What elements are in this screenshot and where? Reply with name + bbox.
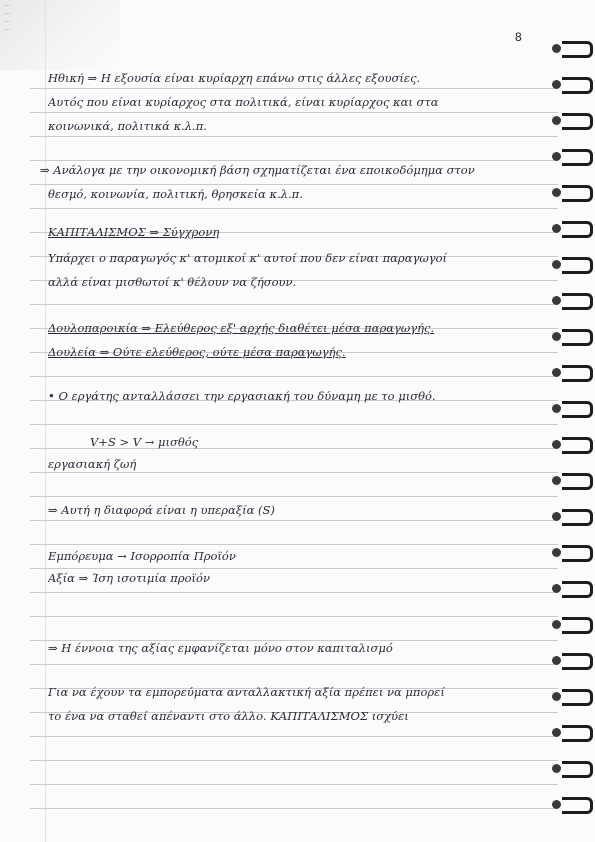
spiral-coil	[562, 653, 593, 670]
spiral-coil	[562, 617, 593, 634]
ruled-line	[30, 568, 558, 569]
handwritten-line: ⇒ Αυτή η διαφορά είναι η υπεραξία (S)	[48, 503, 275, 517]
ruled-line	[30, 160, 558, 161]
ruled-line	[30, 544, 558, 545]
binding-hole	[552, 404, 561, 413]
corner-stamp-line: ...	[4, 0, 11, 8]
binding-hole	[552, 44, 561, 53]
section-heading: ΚΑΠΙΤΑΛΙΣΜΟΣ ⇒ Σύγχρονη	[48, 225, 220, 239]
handwritten-line: αλλά είναι μισθωτοί κ' θέλουν να ζήσουν.	[48, 275, 297, 289]
binding-hole	[552, 800, 561, 809]
binding-hole	[552, 368, 561, 377]
ruled-line	[30, 760, 558, 761]
ruled-line	[30, 808, 558, 809]
binding-hole	[552, 332, 561, 341]
handwritten-line: Αξία ⇒ Ίση ισοτιμία προϊόν	[48, 571, 210, 585]
handwritten-line: Υπάρχει ο παραγωγός κ' ατομικοί κ' αυτοί που δεν είναι παραγωγοί	[48, 251, 448, 265]
spiral-coil	[562, 437, 593, 454]
binding-hole	[552, 188, 561, 197]
handwritten-line: Για να έχουν τα εμπορεύματα ανταλλακτική αξία πρέπει να μπορεί	[48, 685, 445, 699]
ruled-line	[30, 304, 558, 305]
spiral-coil	[562, 401, 593, 418]
binding-hole	[552, 116, 561, 125]
formula-note: εργασιακή ζωή	[48, 457, 137, 471]
binding-hole	[552, 260, 561, 269]
ruled-line	[30, 616, 558, 617]
ruled-line	[30, 88, 558, 89]
spiral-coil	[562, 761, 593, 778]
spiral-coil	[562, 113, 593, 130]
handwritten-line: Αυτός που είναι κυρίαρχος στα πολιτικά, είναι κυρίαρχος και στα	[48, 95, 439, 109]
binding-hole	[552, 80, 561, 89]
binding-hole	[552, 152, 561, 161]
binding-hole	[552, 656, 561, 665]
spiral-coil	[562, 545, 593, 562]
ruled-line	[30, 112, 558, 113]
binding-hole	[552, 296, 561, 305]
spiral-coil	[562, 221, 593, 238]
ruled-line	[30, 136, 558, 137]
corner-stamp	[0, 0, 120, 70]
spiral-coil	[562, 797, 593, 814]
handwritten-line: θεσμό, κοινωνία, πολιτική, θρησκεία κ.λ.π.	[48, 187, 303, 201]
binding-hole	[552, 620, 561, 629]
binding-hole	[552, 512, 561, 521]
ruled-line	[30, 520, 558, 521]
ruled-line	[30, 664, 558, 665]
spiral-coil	[562, 77, 593, 94]
spiral-coil	[562, 41, 593, 58]
ruled-line	[30, 376, 558, 377]
handwritten-line: Εμπόρευμα → Ισορροπία Προϊόν	[48, 549, 236, 563]
handwritten-line: • Ο εργάτης ανταλλάσσει την εργασιακή του δύναμη με το μισθό.	[48, 389, 436, 403]
handwritten-line: το ένα να σταθεί απέναντι στο άλλο. ΚΑΠΙΤΑΛΙΣΜΟΣ ισχύει	[48, 709, 409, 723]
page-number: 8	[515, 30, 522, 44]
spiral-coil	[562, 149, 593, 166]
spiral-coil	[562, 509, 593, 526]
spiral-coil	[562, 329, 593, 346]
ruled-line	[30, 184, 558, 185]
ruled-line	[30, 208, 558, 209]
spiral-coil	[562, 473, 593, 490]
binding-hole	[552, 764, 561, 773]
corner-stamp-line: ...	[4, 24, 11, 32]
binding-hole	[552, 728, 561, 737]
binding-hole	[552, 224, 561, 233]
ruled-line	[30, 424, 558, 425]
ruled-line	[30, 472, 558, 473]
binding-hole	[552, 476, 561, 485]
ruled-line	[30, 592, 558, 593]
handwritten-line: κοινωνικά, πολιτικά κ.λ.π.	[48, 119, 207, 133]
handwritten-line: Δουλοπαροικία ⇒ Ελεύθερος εξ' αρχής διαθέτει μέσα παραγωγής.	[48, 321, 435, 335]
spiral-coil	[562, 689, 593, 706]
spiral-coil	[562, 581, 593, 598]
handwritten-line: Ηθική ⇒ Η εξουσία είναι κυρίαρχη επάνω στις άλλες εξουσίες.	[48, 71, 421, 85]
ruled-line	[30, 496, 558, 497]
ruled-line	[30, 736, 558, 737]
handwritten-line: Δουλεία ⇒ Ούτε ελεύθερος, ούτε μέσα παραγωγής.	[48, 345, 346, 359]
spiral-coil	[562, 185, 593, 202]
corner-stamp-line: ...	[4, 8, 11, 16]
ruled-line	[30, 784, 558, 785]
formula-line: V+S > V → μισθός	[90, 435, 199, 449]
binding-hole	[552, 440, 561, 449]
spiral-coil	[562, 257, 593, 274]
spiral-coil	[562, 365, 593, 382]
margin-line	[45, 0, 46, 842]
spiral-coil	[562, 725, 593, 742]
handwritten-line: ⇒ Η έννοια της αξίας εμφανίζεται μόνο στον καπιταλισμό	[48, 641, 393, 655]
binding-hole	[552, 548, 561, 557]
spiral-coil	[562, 293, 593, 310]
binding-hole	[552, 584, 561, 593]
binding-hole	[552, 692, 561, 701]
handwritten-line: ⇒ Ανάλογα με την οικονομική βάση σχηματίζεται ένα εποικοδόμημα στον	[40, 163, 475, 177]
corner-stamp-line: ...	[4, 16, 11, 24]
